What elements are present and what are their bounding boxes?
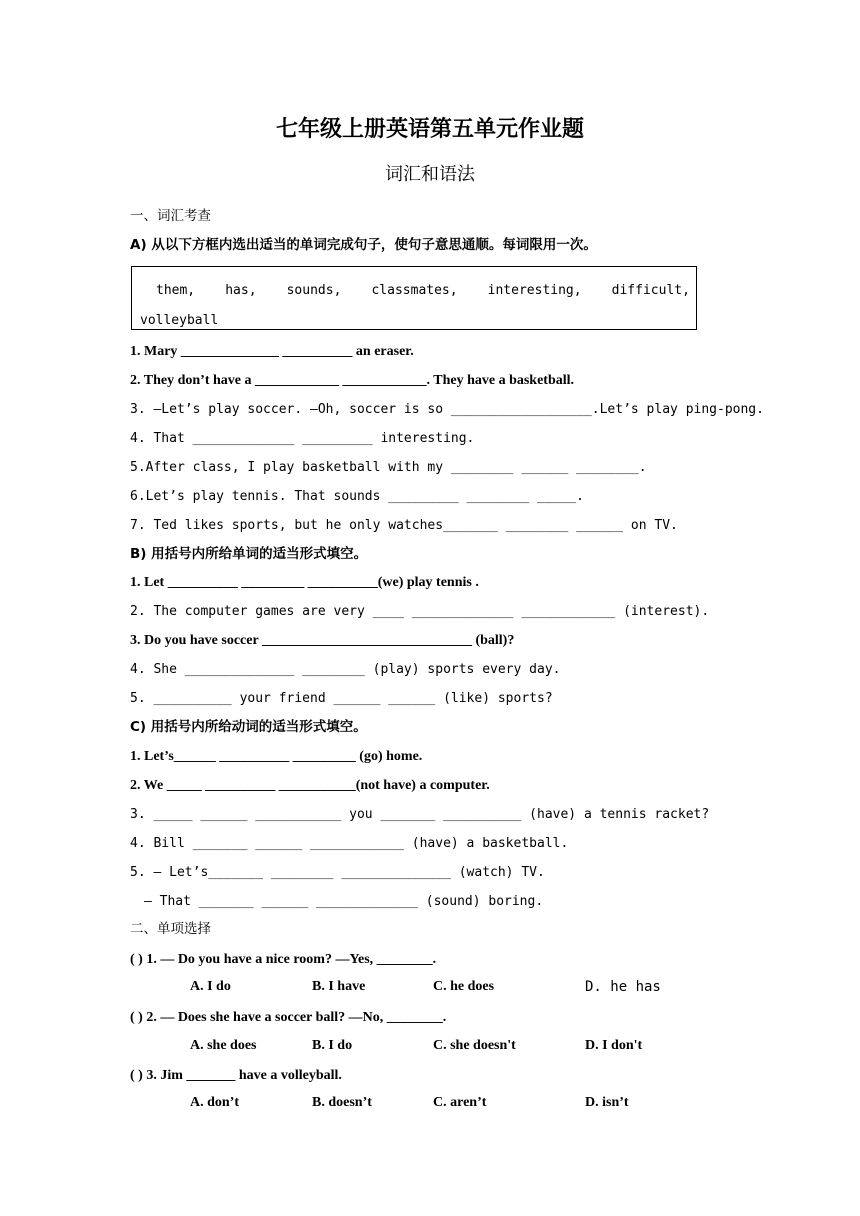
q3-option-c: C. aren’t — [433, 1095, 487, 1110]
word-item: sounds, — [286, 283, 342, 298]
word-item: classmates, — [371, 283, 458, 298]
partB-item-4: 4. She ______________ ________ (play) sports every day. — [130, 662, 561, 677]
partB-instruction: B) 用括号内所给单词的适当形式填空。 — [130, 546, 368, 562]
q1-option-d: D. he has — [585, 979, 661, 995]
page-title: 七年级上册英语第五单元作业题 — [275, 117, 584, 142]
partA-item-6: 6.Let’s play tennis. That sounds _________ ________ _____. — [130, 489, 584, 504]
q3-option-d: D. isn’t — [585, 1095, 629, 1110]
partB-item-2: 2. The computer games are very ____ _____________ ____________ (interest). — [130, 604, 710, 619]
word-item: them, — [156, 283, 196, 298]
partA-item-5: 5.After class, I play basketball with my ________ ______ ________. — [130, 460, 647, 475]
partC-item-3: 3. _____ ______ ___________ you _______ __________ (have) a tennis racket? — [130, 807, 710, 822]
partA-item-2: 2. They don’t have a ____________ ____________. They have a basketball. — [130, 373, 575, 388]
partA-item-7: 7. Ted likes sports, but he only watches_______ ________ ______ on TV. — [130, 518, 678, 533]
partA-item-4: 4. That _____________ _________ interesting. — [130, 431, 475, 446]
question-1: ( ) 1. — Do you have a nice room? —Yes, ________. — [130, 952, 437, 967]
q1-option-a: A. I do — [190, 979, 231, 994]
word-item: has, — [225, 283, 257, 298]
partC-instruction: C) 用括号内所给动词的适当形式填空。 — [130, 719, 367, 735]
partB-item-1: 1. Let __________ _________ __________(we) play tennis . — [130, 575, 479, 590]
word-item: interesting, — [487, 283, 582, 298]
q2-option-c: C. she doesn't — [433, 1038, 516, 1053]
partC-item-2: 2. We _____ __________ ___________(not have) a computer. — [130, 778, 490, 793]
partA-item-3: 3. —Let’s play soccer. —Oh, soccer is so __________________.Let’s play ping-pong. — [130, 402, 764, 417]
partC-item-5: 5. — Let’s_______ ________ ______________ (watch) TV. — [130, 865, 545, 880]
word-item: difficult, — [611, 283, 690, 298]
word-box — [131, 266, 697, 330]
q2-option-a: A. she does — [190, 1038, 257, 1053]
partB-item-5: 5. __________ your friend ______ ______ (like) sports? — [130, 691, 553, 706]
question-2: ( ) 2. — Does she have a soccer ball? —No, ________. — [130, 1010, 447, 1025]
partA-instruction: A) 从以下方框内选出适当的单词完成句子，使句子意思通顺。每词限用一次。 — [130, 237, 597, 253]
q2-option-d: D. I don't — [585, 1038, 643, 1053]
section1-heading: 一、词汇考查 — [130, 208, 211, 224]
q1-option-b: B. I have — [312, 979, 366, 994]
partC-item-1: 1. Let’s______ __________ _________ (go) home. — [130, 749, 423, 764]
q3-option-b: B. doesn’t — [312, 1095, 372, 1110]
q3-option-a: A. don’t — [190, 1095, 240, 1110]
partC-item-5-reply: — That _______ ______ _____________ (sound) boring. — [144, 894, 544, 909]
section2-heading: 二、单项选择 — [130, 921, 211, 937]
partA-item-1: 1. Mary ______________ __________ an eraser. — [130, 344, 414, 359]
q1-option-c: C. he does — [433, 979, 495, 994]
q2-option-b: B. I do — [312, 1038, 353, 1053]
partB-item-3: 3. Do you have soccer ______________________________ (ball)? — [130, 633, 515, 648]
partC-item-4: 4. Bill _______ ______ ____________ (have) a basketball. — [130, 836, 569, 851]
page-subtitle: 词汇和语法 — [385, 164, 475, 185]
question-3: ( ) 3. Jim _______ have a volleyball. — [130, 1068, 342, 1083]
word-item: volleyball — [140, 313, 219, 328]
word-box-row — [140, 283, 690, 298]
